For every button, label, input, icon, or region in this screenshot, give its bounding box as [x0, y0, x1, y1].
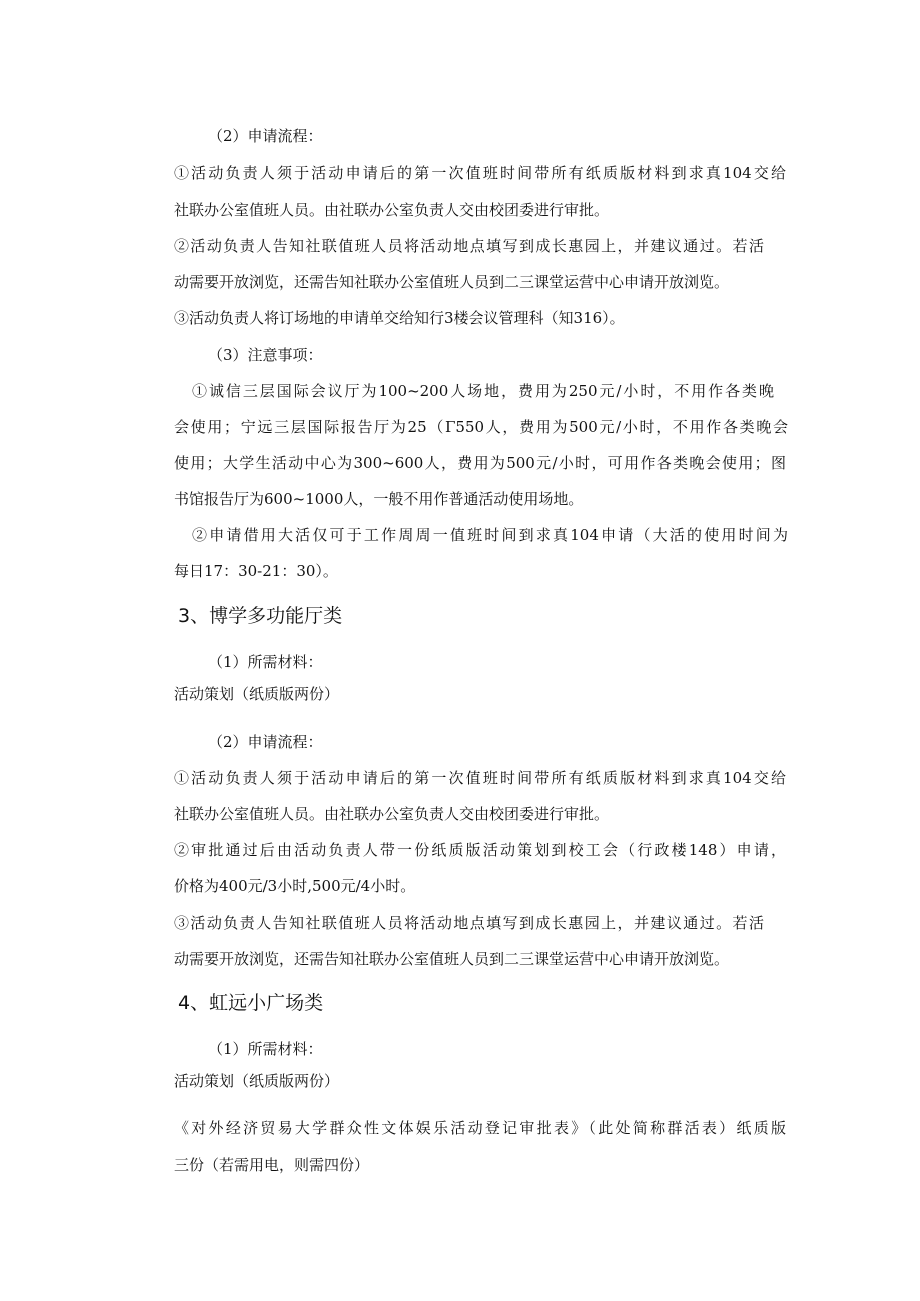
- paragraph-line: 动需要开放浏览，还需告知社联办公室值班人员到二三课堂运营中心申请开放浏览。: [174, 950, 730, 968]
- paragraph-line: ③活动负责人告知社联值班人员将活动地点填写到成长惠园上，并建议通过。若活: [174, 914, 764, 932]
- paragraph-line: 会使用；宁远三层国际报告厅为25（Γ550人，费用为500元/小时，不用作各类晚会: [174, 418, 788, 436]
- paragraph-line: 社联办公室值班人员。由社联办公室负责人交由校团委进行审批。: [174, 201, 610, 219]
- paragraph-line: 使用；大学生活动中心为300~600人，费用为500元/小时，可用作各类晚会使用；图: [174, 454, 786, 472]
- section-heading-hongyuan-square: 4、虹远小广场类: [178, 992, 324, 1014]
- paragraph-line: ②审批通过后由活动负责人带一份纸质版活动策划到校工会（行政楼148）申请，: [174, 841, 786, 859]
- subheading-application-flow: （2）申请流程：: [208, 733, 323, 751]
- section-heading-boxue-hall: 3、博学多功能厅类: [178, 605, 343, 627]
- paragraph-line: 活动策划（纸质版两份）: [174, 1072, 340, 1090]
- paragraph-line: ①诚信三层国际会议厅为100~200人场地，费用为250元/小时，不用作各类晚: [192, 382, 774, 400]
- subheading-materials: （1）所需材料：: [208, 1040, 323, 1058]
- paragraph-line: 动需要开放浏览，还需告知社联办公室值班人员到二三课堂运营中心申请开放浏览。: [174, 273, 730, 291]
- paragraph-line: ①活动负责人须于活动申请后的第一次值班时间带所有纸质版材料到求真104交给: [174, 769, 786, 787]
- paragraph-line: 《对外经济贸易大学群众性文体娱乐活动登记审批表》（此处简称群活表）纸质版: [174, 1119, 786, 1137]
- paragraph-line: 价格为400元/3小时,500元/4小时。: [174, 877, 416, 895]
- subheading-application-flow: （2）申请流程：: [208, 127, 323, 145]
- paragraph-line: ②活动负责人告知社联值班人员将活动地点填写到成长惠园上，并建议通过。若活: [174, 237, 764, 255]
- paragraph-line: 书馆报告厅为600~1000人，一般不用作普通活动使用场地。: [174, 490, 584, 508]
- subheading-materials: （1）所需材料：: [208, 653, 323, 671]
- paragraph-line: ①活动负责人须于活动申请后的第一次值班时间带所有纸质版材料到求真104交给: [174, 164, 786, 182]
- paragraph-line: ③活动负责人将订场地的申请单交给知行3楼会议管理科（知316）。: [174, 309, 625, 327]
- paragraph-line: 活动策划（纸质版两份）: [174, 685, 340, 703]
- paragraph-line: 社联办公室值班人员。由社联办公室负责人交由校团委进行审批。: [174, 805, 610, 823]
- paragraph-line: ②申请借用大活仅可于工作周周一值班时间到求真104申请（大活的使用时间为: [192, 526, 788, 544]
- subheading-notes: （3）注意事项：: [208, 346, 323, 364]
- paragraph-line: 三份（若需用电，则需四份）: [174, 1156, 370, 1174]
- paragraph-line: 每日17：30-21：30）。: [174, 562, 338, 580]
